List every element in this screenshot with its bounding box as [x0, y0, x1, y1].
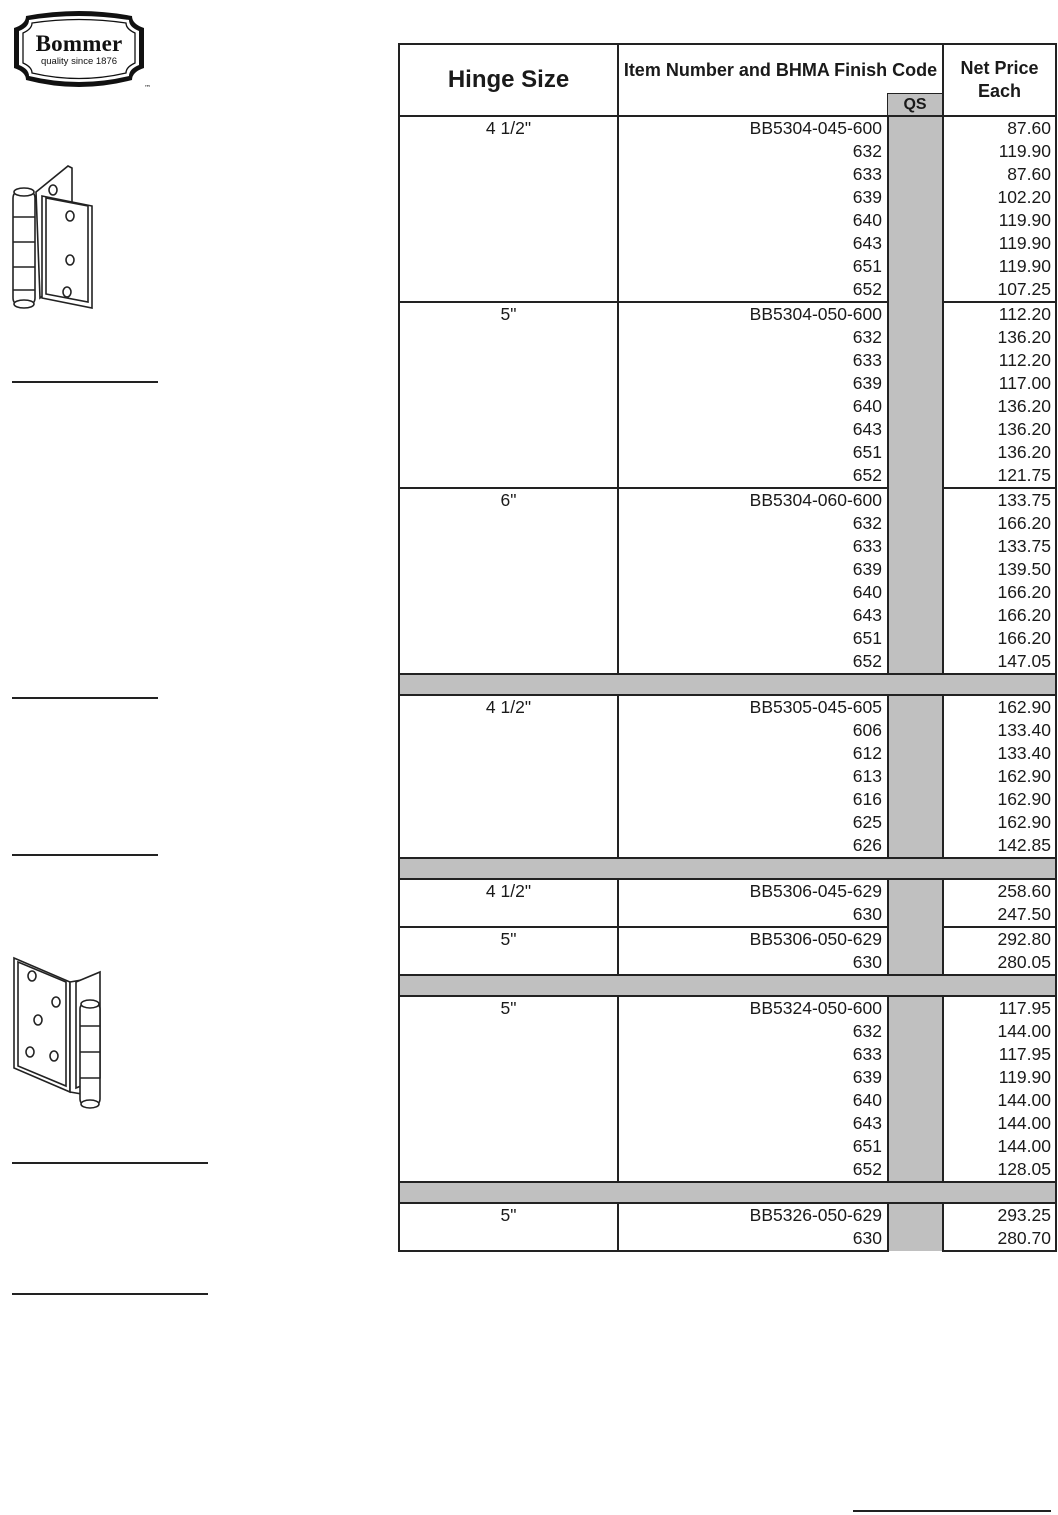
qs-cell: [888, 464, 943, 488]
qs-cell: [888, 488, 943, 512]
table-row: [399, 834, 1056, 858]
item-number-cell: 639: [618, 186, 888, 209]
hinge-size-cell: [399, 326, 618, 349]
section-rule: [12, 697, 158, 699]
table-row: [399, 278, 1056, 302]
net-price-cell: 144.00: [943, 1135, 1056, 1158]
net-price-cell: 117.95: [943, 1043, 1056, 1066]
hinge-size-cell: 4 1/2": [399, 695, 618, 719]
item-number-cell: 640: [618, 1089, 888, 1112]
qs-cell: [888, 996, 943, 1020]
group-separator-row: [399, 674, 1056, 695]
net-price-cell: 119.90: [943, 140, 1056, 163]
table-row: [399, 604, 1056, 627]
hinge-size-cell: [399, 719, 618, 742]
hinge-size-cell: [399, 604, 618, 627]
item-number-cell: BB5304-060-600: [618, 488, 888, 512]
net-price-cell: 247.50: [943, 903, 1056, 927]
qs-cell: [888, 232, 943, 255]
hinge-size-cell: [399, 1066, 618, 1089]
table-row: [399, 395, 1056, 418]
hinge-size-cell: [399, 464, 618, 488]
item-number-cell: 640: [618, 581, 888, 604]
group-separator-row: [399, 1182, 1056, 1203]
qs-cell: [888, 834, 943, 858]
net-price-cell: 292.80: [943, 927, 1056, 951]
hinge-size-cell: [399, 951, 618, 975]
net-price-cell: 166.20: [943, 512, 1056, 535]
swing-clear-hinge-icon: [10, 952, 106, 1114]
table-row: [399, 1135, 1056, 1158]
hinge-size-cell: [399, 788, 618, 811]
butt-hinge-icon: [10, 162, 100, 312]
qs-cell: [888, 349, 943, 372]
group-separator: [399, 674, 1056, 695]
table-row: [399, 1066, 1056, 1089]
net-price-cell: 280.70: [943, 1227, 1056, 1251]
hinge-size-cell: 5": [399, 996, 618, 1020]
hinge-size-cell: [399, 834, 618, 858]
hinge-size-cell: [399, 255, 618, 278]
item-number-cell: 632: [618, 1020, 888, 1043]
table-row: [399, 163, 1056, 186]
table-row: [399, 512, 1056, 535]
item-number-cell: 652: [618, 650, 888, 674]
item-number-cell: 630: [618, 1227, 888, 1251]
item-number-cell: 616: [618, 788, 888, 811]
table-row: [399, 627, 1056, 650]
net-price-cell: 112.20: [943, 349, 1056, 372]
table-row: [399, 418, 1056, 441]
table-row: [399, 232, 1056, 255]
table-row: [399, 186, 1056, 209]
table-row: [399, 1203, 1056, 1227]
table-row: [399, 464, 1056, 488]
item-number-cell: BB5306-045-629: [618, 879, 888, 903]
net-price-cell: 166.20: [943, 627, 1056, 650]
hinge-size-cell: [399, 1020, 618, 1043]
hinge-size-cell: [399, 512, 618, 535]
item-number-cell: 652: [618, 278, 888, 302]
qs-cell: [888, 788, 943, 811]
table-row: [399, 255, 1056, 278]
item-number-cell: 643: [618, 418, 888, 441]
group-separator: [399, 1182, 1056, 1203]
qs-cell: [888, 326, 943, 349]
table-row: [399, 903, 1056, 927]
table-row: [399, 581, 1056, 604]
qs-cell: [888, 395, 943, 418]
trademark-symbol: ™: [144, 84, 151, 92]
hinge-size-cell: [399, 349, 618, 372]
qs-cell: [888, 512, 943, 535]
net-price-cell: 133.75: [943, 535, 1056, 558]
hinge-size-cell: [399, 1227, 618, 1251]
hinge-size-cell: [399, 395, 618, 418]
item-number-cell: 639: [618, 1066, 888, 1089]
bommer-logo: [8, 10, 150, 92]
qs-cell: [888, 1203, 943, 1227]
net-price-cell: 112.20: [943, 302, 1056, 326]
table-row: [399, 349, 1056, 372]
hinge-size-cell: [399, 140, 618, 163]
table-row: [399, 879, 1056, 903]
section-rule: [12, 854, 158, 856]
qs-cell: [888, 558, 943, 581]
hinge-size-cell: [399, 163, 618, 186]
hinge-size-cell: 4 1/2": [399, 879, 618, 903]
net-price-cell: 162.90: [943, 695, 1056, 719]
item-number-cell: BB5304-045-600: [618, 116, 888, 140]
table-row: [399, 788, 1056, 811]
table-row: [399, 650, 1056, 674]
header-hinge-size: Hinge Size: [399, 44, 618, 116]
item-number-cell: 632: [618, 326, 888, 349]
table-row: [399, 1158, 1056, 1182]
table-row: [399, 326, 1056, 349]
table-row: [399, 927, 1056, 951]
header-item-number-label: Item Number and BHMA Finish Code: [623, 60, 938, 80]
qs-cell: [888, 140, 943, 163]
net-price-cell: 87.60: [943, 116, 1056, 140]
qs-cell: [888, 650, 943, 674]
table-body: [399, 116, 1056, 1251]
net-price-cell: 133.40: [943, 742, 1056, 765]
hinge-size-cell: [399, 811, 618, 834]
item-number-cell: 651: [618, 627, 888, 650]
table-row: [399, 811, 1056, 834]
hinge-size-cell: [399, 581, 618, 604]
hinge-size-cell: [399, 372, 618, 395]
item-number-cell: BB5326-050-629: [618, 1203, 888, 1227]
net-price-cell: 107.25: [943, 278, 1056, 302]
net-price-cell: 119.90: [943, 232, 1056, 255]
table-row: [399, 996, 1056, 1020]
qs-cell: [888, 1227, 943, 1251]
brand-name: Bommer: [35, 31, 123, 56]
item-number-cell: 633: [618, 349, 888, 372]
qs-cell: [888, 209, 943, 232]
item-number-cell: 643: [618, 232, 888, 255]
table-row: [399, 719, 1056, 742]
item-number-cell: 632: [618, 140, 888, 163]
header-item-number: [618, 44, 943, 116]
qs-cell: [888, 1020, 943, 1043]
item-number-cell: 643: [618, 604, 888, 627]
table-row: [399, 302, 1056, 326]
item-number-cell: 652: [618, 464, 888, 488]
qs-cell: [888, 163, 943, 186]
qs-cell: [888, 186, 943, 209]
hinge-size-cell: 5": [399, 927, 618, 951]
net-price-cell: 136.20: [943, 418, 1056, 441]
table-row: [399, 535, 1056, 558]
table-row: [399, 209, 1056, 232]
group-separator-row: [399, 975, 1056, 996]
qs-cell: [888, 581, 943, 604]
net-price-cell: 119.90: [943, 255, 1056, 278]
footer-rule: [853, 1510, 1051, 1512]
hinge-price-table: [398, 43, 1057, 1252]
net-price-cell: 162.90: [943, 811, 1056, 834]
qs-cell: [888, 1066, 943, 1089]
table-row: [399, 372, 1056, 395]
item-number-cell: 632: [618, 512, 888, 535]
item-number-cell: 651: [618, 441, 888, 464]
group-separator: [399, 858, 1056, 879]
hinge-size-cell: [399, 765, 618, 788]
net-price-cell: 147.05: [943, 650, 1056, 674]
qs-cell: [888, 695, 943, 719]
net-price-cell: 142.85: [943, 834, 1056, 858]
hinge-size-cell: [399, 627, 618, 650]
net-price-cell: 133.75: [943, 488, 1056, 512]
hinge-size-cell: 4 1/2": [399, 116, 618, 140]
item-number-cell: 652: [618, 1158, 888, 1182]
net-price-cell: 117.00: [943, 372, 1056, 395]
header-net-price: Net Price Each: [943, 44, 1056, 116]
section-rule: [12, 381, 158, 383]
net-price-cell: 139.50: [943, 558, 1056, 581]
item-number-cell: 633: [618, 535, 888, 558]
qs-cell: [888, 742, 943, 765]
table-row: [399, 1020, 1056, 1043]
qs-cell: [888, 441, 943, 464]
net-price-cell: 102.20: [943, 186, 1056, 209]
table-row: [399, 488, 1056, 512]
net-price-cell: 162.90: [943, 788, 1056, 811]
hinge-size-cell: [399, 1158, 618, 1182]
item-number-cell: 625: [618, 811, 888, 834]
table-row: [399, 951, 1056, 975]
net-price-cell: 87.60: [943, 163, 1056, 186]
hinge-size-cell: [399, 186, 618, 209]
table-row: [399, 1227, 1056, 1251]
table-row: [399, 742, 1056, 765]
item-number-cell: 612: [618, 742, 888, 765]
net-price-cell: 144.00: [943, 1089, 1056, 1112]
group-separator-row: [399, 858, 1056, 879]
item-number-cell: 640: [618, 209, 888, 232]
table-row: [399, 116, 1056, 140]
net-price-cell: 166.20: [943, 581, 1056, 604]
qs-cell: [888, 951, 943, 975]
qs-cell: [888, 719, 943, 742]
hinge-size-cell: [399, 903, 618, 927]
item-number-cell: 651: [618, 255, 888, 278]
section-rule: [12, 1162, 208, 1164]
item-number-cell: 640: [618, 395, 888, 418]
net-price-cell: 162.90: [943, 765, 1056, 788]
item-number-cell: 639: [618, 372, 888, 395]
item-number-cell: 633: [618, 163, 888, 186]
net-price-cell: 166.20: [943, 604, 1056, 627]
hinge-size-cell: [399, 1043, 618, 1066]
hinge-size-cell: [399, 418, 618, 441]
item-number-cell: 613: [618, 765, 888, 788]
qs-cell: [888, 1112, 943, 1135]
qs-cell: [888, 116, 943, 140]
qs-cell: [888, 811, 943, 834]
net-price-cell: 136.20: [943, 441, 1056, 464]
net-price-cell: 119.90: [943, 209, 1056, 232]
group-separator: [399, 975, 1056, 996]
hinge-size-cell: 6": [399, 488, 618, 512]
net-price-cell: 133.40: [943, 719, 1056, 742]
table-row: [399, 558, 1056, 581]
hinge-size-cell: [399, 535, 618, 558]
item-number-cell: 639: [618, 558, 888, 581]
qs-cell: [888, 255, 943, 278]
brand-tagline: quality since 1876: [40, 56, 118, 67]
qs-cell: [888, 418, 943, 441]
item-number-cell: 633: [618, 1043, 888, 1066]
item-number-cell: BB5306-050-629: [618, 927, 888, 951]
net-price-cell: 258.60: [943, 879, 1056, 903]
item-number-cell: BB5305-045-605: [618, 695, 888, 719]
qs-cell: [888, 765, 943, 788]
hinge-size-cell: [399, 232, 618, 255]
qs-cell: [888, 535, 943, 558]
hinge-size-cell: [399, 742, 618, 765]
qs-cell: [888, 302, 943, 326]
hinge-size-cell: [399, 278, 618, 302]
qs-cell: [888, 627, 943, 650]
item-number-cell: 606: [618, 719, 888, 742]
section-rule: [12, 1293, 208, 1295]
table-row: [399, 695, 1056, 719]
qs-cell: [888, 372, 943, 395]
net-price-cell: 293.25: [943, 1203, 1056, 1227]
qs-cell: [888, 879, 943, 903]
net-price-cell: 136.20: [943, 326, 1056, 349]
item-number-cell: 626: [618, 834, 888, 858]
net-price-cell: 144.00: [943, 1020, 1056, 1043]
header-qs: QS: [887, 93, 942, 115]
hinge-size-cell: [399, 558, 618, 581]
net-price-cell: 128.05: [943, 1158, 1056, 1182]
qs-cell: [888, 903, 943, 927]
item-number-cell: 651: [618, 1135, 888, 1158]
net-price-cell: 119.90: [943, 1066, 1056, 1089]
net-price-cell: 280.05: [943, 951, 1056, 975]
hinge-size-cell: 5": [399, 302, 618, 326]
net-price-cell: 117.95: [943, 996, 1056, 1020]
item-number-cell: 630: [618, 951, 888, 975]
table-row: [399, 140, 1056, 163]
hinge-size-cell: [399, 1112, 618, 1135]
hinge-size-cell: 5": [399, 1203, 618, 1227]
net-price-cell: 144.00: [943, 1112, 1056, 1135]
hinge-size-cell: [399, 441, 618, 464]
qs-cell: [888, 604, 943, 627]
hinge-size-cell: [399, 1089, 618, 1112]
table-header-row: [399, 44, 1056, 116]
hinge-size-cell: [399, 209, 618, 232]
qs-cell: [888, 1158, 943, 1182]
table-row: [399, 1043, 1056, 1066]
hinge-size-cell: [399, 650, 618, 674]
qs-cell: [888, 927, 943, 951]
qs-cell: [888, 1089, 943, 1112]
qs-cell: [888, 1135, 943, 1158]
net-price-cell: 136.20: [943, 395, 1056, 418]
item-number-cell: BB5324-050-600: [618, 996, 888, 1020]
table-row: [399, 1112, 1056, 1135]
table-row: [399, 441, 1056, 464]
net-price-cell: 121.75: [943, 464, 1056, 488]
table-row: [399, 765, 1056, 788]
item-number-cell: 643: [618, 1112, 888, 1135]
item-number-cell: BB5304-050-600: [618, 302, 888, 326]
hinge-size-cell: [399, 1135, 618, 1158]
qs-cell: [888, 1043, 943, 1066]
item-number-cell: 630: [618, 903, 888, 927]
table-row: [399, 1089, 1056, 1112]
qs-cell: [888, 278, 943, 302]
